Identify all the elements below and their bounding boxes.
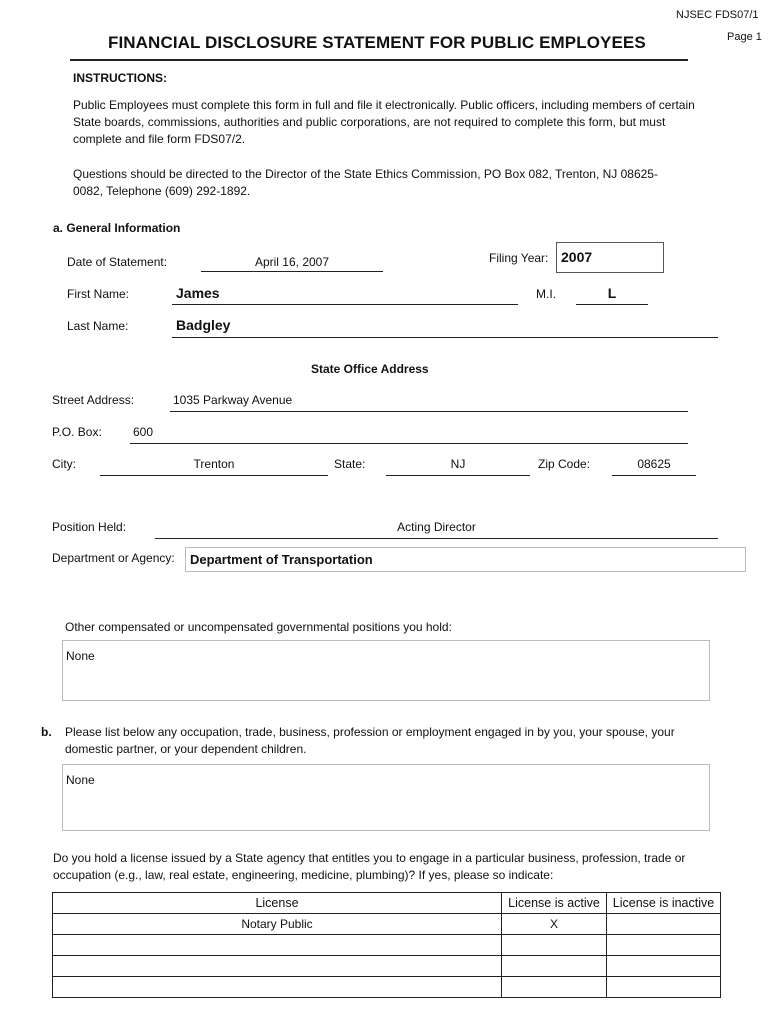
- last-name-underline: [172, 337, 718, 338]
- office-address-heading: State Office Address: [311, 362, 429, 376]
- last-name-label: Last Name:: [67, 319, 129, 333]
- form-code: NJSEC FDS07/1: [676, 9, 759, 21]
- first-name-label: First Name:: [67, 287, 130, 301]
- license-active-cell[interactable]: [502, 977, 607, 998]
- other-positions-label: Other compensated or uncompensated governmental positions you hold:: [65, 620, 452, 634]
- city-field[interactable]: Trenton: [193, 457, 235, 471]
- position-field[interactable]: Acting Director: [397, 520, 476, 534]
- license-table: [52, 892, 721, 998]
- section-b-question: Please list below any occupation, trade, business, profession or employment engaged in by you, your spouse, your domestic partner, or your dependent children.: [65, 725, 675, 756]
- table-row: [53, 956, 721, 977]
- street-label: Street Address:: [52, 393, 135, 407]
- state-field[interactable]: NJ: [450, 457, 466, 471]
- other-positions-field[interactable]: [62, 640, 710, 701]
- table-row: [53, 977, 721, 998]
- section-a-heading: a. General Information: [53, 221, 181, 235]
- mi-underline: [576, 304, 648, 305]
- license-active-cell[interactable]: X: [502, 914, 607, 935]
- state-underline: [386, 475, 530, 476]
- po-box-underline: [130, 443, 688, 444]
- last-name-field[interactable]: Badgley: [176, 317, 231, 333]
- instructions-paragraph-1: Public Employees must complete this form in full and file it electronically. Public officers, including members of certain State boards, commissions, authorities and public corporations, are not required to complete this form, but must complete and file form FDS07/2.: [73, 98, 695, 146]
- mi-label: M.I.: [536, 287, 556, 301]
- license-active-column-header: License is active: [502, 893, 607, 914]
- city-underline: [100, 475, 328, 476]
- first-name-field[interactable]: James: [176, 285, 220, 301]
- filing-year-field[interactable]: [556, 242, 664, 273]
- license-inactive-cell[interactable]: [607, 977, 721, 998]
- city-label: City:: [52, 457, 76, 471]
- license-table-header: [53, 893, 721, 914]
- section-b-label: b.: [41, 725, 52, 739]
- page-number: Page 1: [727, 31, 762, 43]
- instructions-paragraph-2: Questions should be directed to the Director of the State Ethics Commission, PO Box 082, Trenton, NJ 08625-0082, Telephone (609) 292-1892.: [73, 167, 658, 198]
- license-inactive-cell[interactable]: [607, 914, 721, 935]
- table-row: [53, 935, 721, 956]
- license-inactive-column-header: License is inactive: [607, 893, 721, 914]
- street-field[interactable]: 1035 Parkway Avenue: [173, 393, 293, 407]
- license-inactive-cell[interactable]: [607, 935, 721, 956]
- filing-year-value: 2007: [561, 249, 593, 265]
- mi-field[interactable]: L: [607, 285, 617, 301]
- department-value: Department of Transportation: [190, 552, 373, 567]
- po-box-label: P.O. Box:: [52, 425, 102, 439]
- street-underline: [170, 411, 688, 412]
- license-active-cell[interactable]: [502, 935, 607, 956]
- zip-underline: [612, 475, 696, 476]
- filing-year-label: Filing Year:: [489, 251, 549, 265]
- license-cell[interactable]: [53, 977, 502, 998]
- occupation-value: None: [66, 773, 95, 787]
- date-underline: [201, 271, 383, 272]
- license-question: Do you hold a license issued by a State agency that entitles you to engage in a particular business, profession, trade or occupation (e.g., law, real estate, engineering, medicine, plumbing)? If yes, please so indicate:: [53, 851, 686, 882]
- department-label: Department or Agency:: [52, 551, 175, 565]
- license-cell[interactable]: [53, 956, 502, 977]
- department-field[interactable]: [185, 547, 746, 572]
- position-label: Position Held:: [52, 520, 127, 534]
- license-cell[interactable]: [53, 935, 502, 956]
- state-label: State:: [334, 457, 366, 471]
- table-row: [53, 914, 721, 935]
- instructions-heading: INSTRUCTIONS:: [73, 71, 167, 85]
- title-underline: [70, 59, 688, 61]
- other-positions-value: None: [66, 649, 95, 663]
- license-column-header: License: [53, 893, 502, 914]
- license-inactive-cell[interactable]: [607, 956, 721, 977]
- zip-label: Zip Code:: [538, 457, 591, 471]
- position-underline: [155, 538, 718, 539]
- license-active-cell[interactable]: [502, 956, 607, 977]
- page-title: FINANCIAL DISCLOSURE STATEMENT FOR PUBLIC EMPLOYEES: [108, 33, 646, 52]
- date-field[interactable]: April 16, 2007: [254, 255, 330, 269]
- zip-field[interactable]: 08625: [637, 457, 671, 471]
- license-cell[interactable]: Notary Public: [53, 914, 502, 935]
- occupation-field[interactable]: [62, 764, 710, 831]
- first-name-underline: [172, 304, 518, 305]
- date-label: Date of Statement:: [67, 255, 168, 269]
- po-box-field[interactable]: 600: [133, 425, 154, 439]
